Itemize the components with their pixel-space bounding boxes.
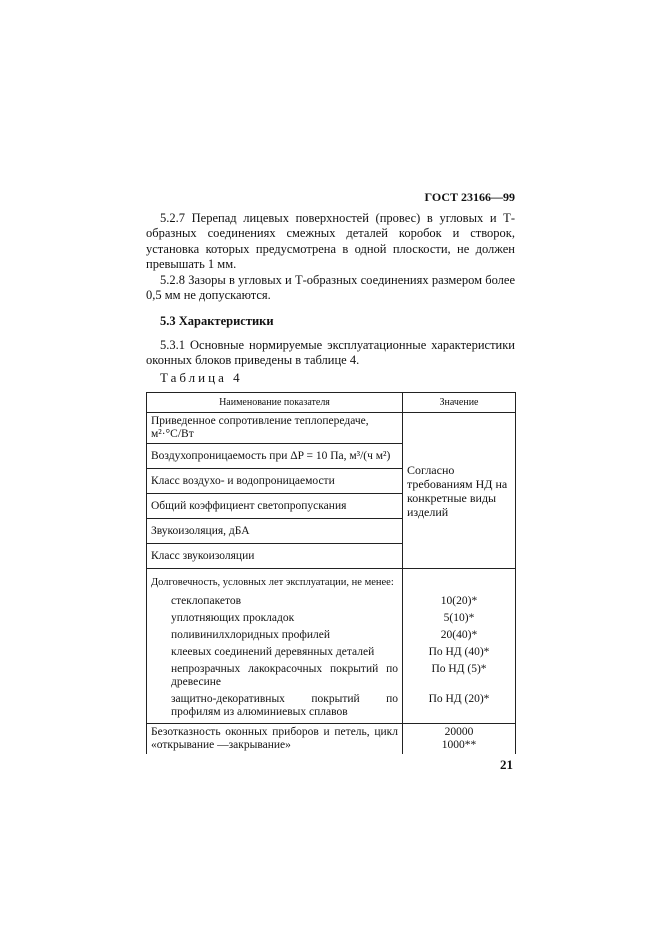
- table-cell: По НД (20)*: [403, 691, 516, 724]
- table-cell: Воздухопроницаемость при ΔP = 10 Па, м³/(ч м²): [147, 444, 403, 469]
- table-cell: По НД (5)*: [403, 661, 516, 691]
- table-cell: Класс воздухо- и водопроницаемости: [147, 469, 403, 494]
- table-cell: клеевых соединений деревянных деталей: [147, 644, 403, 661]
- column-header: Наименование показателя: [147, 393, 403, 413]
- section-heading: 5.3 Характеристики: [160, 314, 274, 328]
- table-cell: поливинилхлоридных профилей: [147, 627, 403, 644]
- table-caption: Таблица 4: [160, 370, 243, 385]
- table-cell: стеклопакетов: [147, 593, 403, 610]
- column-header: Значение: [403, 393, 516, 413]
- table-cell: уплотняющих прокладок: [147, 610, 403, 627]
- table-cell: Приведенное сопротивление теплопередаче, м²·°С/Вт: [147, 413, 403, 444]
- value-line: 1000**: [441, 739, 477, 751]
- table-cell: непрозрачных лакокрасочных покрытий по древесине: [147, 661, 403, 691]
- page-number: 21: [500, 757, 513, 772]
- table-cell: 5(10)*: [403, 610, 516, 627]
- table-cell: 10(20)*: [403, 593, 516, 610]
- value-line: 20000: [444, 726, 474, 738]
- table-cell: Класс звукоизоляции: [147, 544, 403, 569]
- characteristics-table: [146, 392, 516, 754]
- paragraph-text: 5.3.1 Основные нормируемые эксплуатационные характеристики оконных блоков приведены в таблице 4.: [146, 338, 515, 368]
- paragraph-5-2-7: [146, 211, 515, 273]
- paragraph-5-2-8: [146, 273, 515, 304]
- table-cell: [403, 569, 516, 594]
- table-cell: защитно-декоративных покрытий по профилям из алюминиевых сплавов: [147, 691, 403, 724]
- table-cell: Общий коэффициент светопропускания: [147, 494, 403, 519]
- table-cell: Долговечность, условных лет эксплуатации, не менее:: [147, 569, 403, 594]
- table-cell: [403, 724, 516, 755]
- table-cell: По НД (40)*: [403, 644, 516, 661]
- table-cell: Безотказность оконных приборов и петель, цикл «открывание —закрывание»: [147, 724, 403, 755]
- table-cell: Согласно требованиям НД на конкретные виды изделий: [403, 413, 516, 569]
- paragraph-text: 5.2.7 Перепад лицевых поверхностей (провес) в угловых и Т-образных соединениях смежных деталей коробок и створок, установка которых предусмотрена в одной плоскости, не должен превышать 1 мм.: [146, 211, 515, 272]
- table-cell: Звукоизоляция, дБА: [147, 519, 403, 544]
- document-header: ГОСТ 23166—99: [424, 190, 515, 204]
- paragraph-text: 5.2.8 Зазоры в угловых и Т-образных соединениях размером более 0,5 мм не допускаются.: [146, 273, 515, 303]
- paragraph-5-3-1: [146, 338, 515, 369]
- table-cell: 20(40)*: [403, 627, 516, 644]
